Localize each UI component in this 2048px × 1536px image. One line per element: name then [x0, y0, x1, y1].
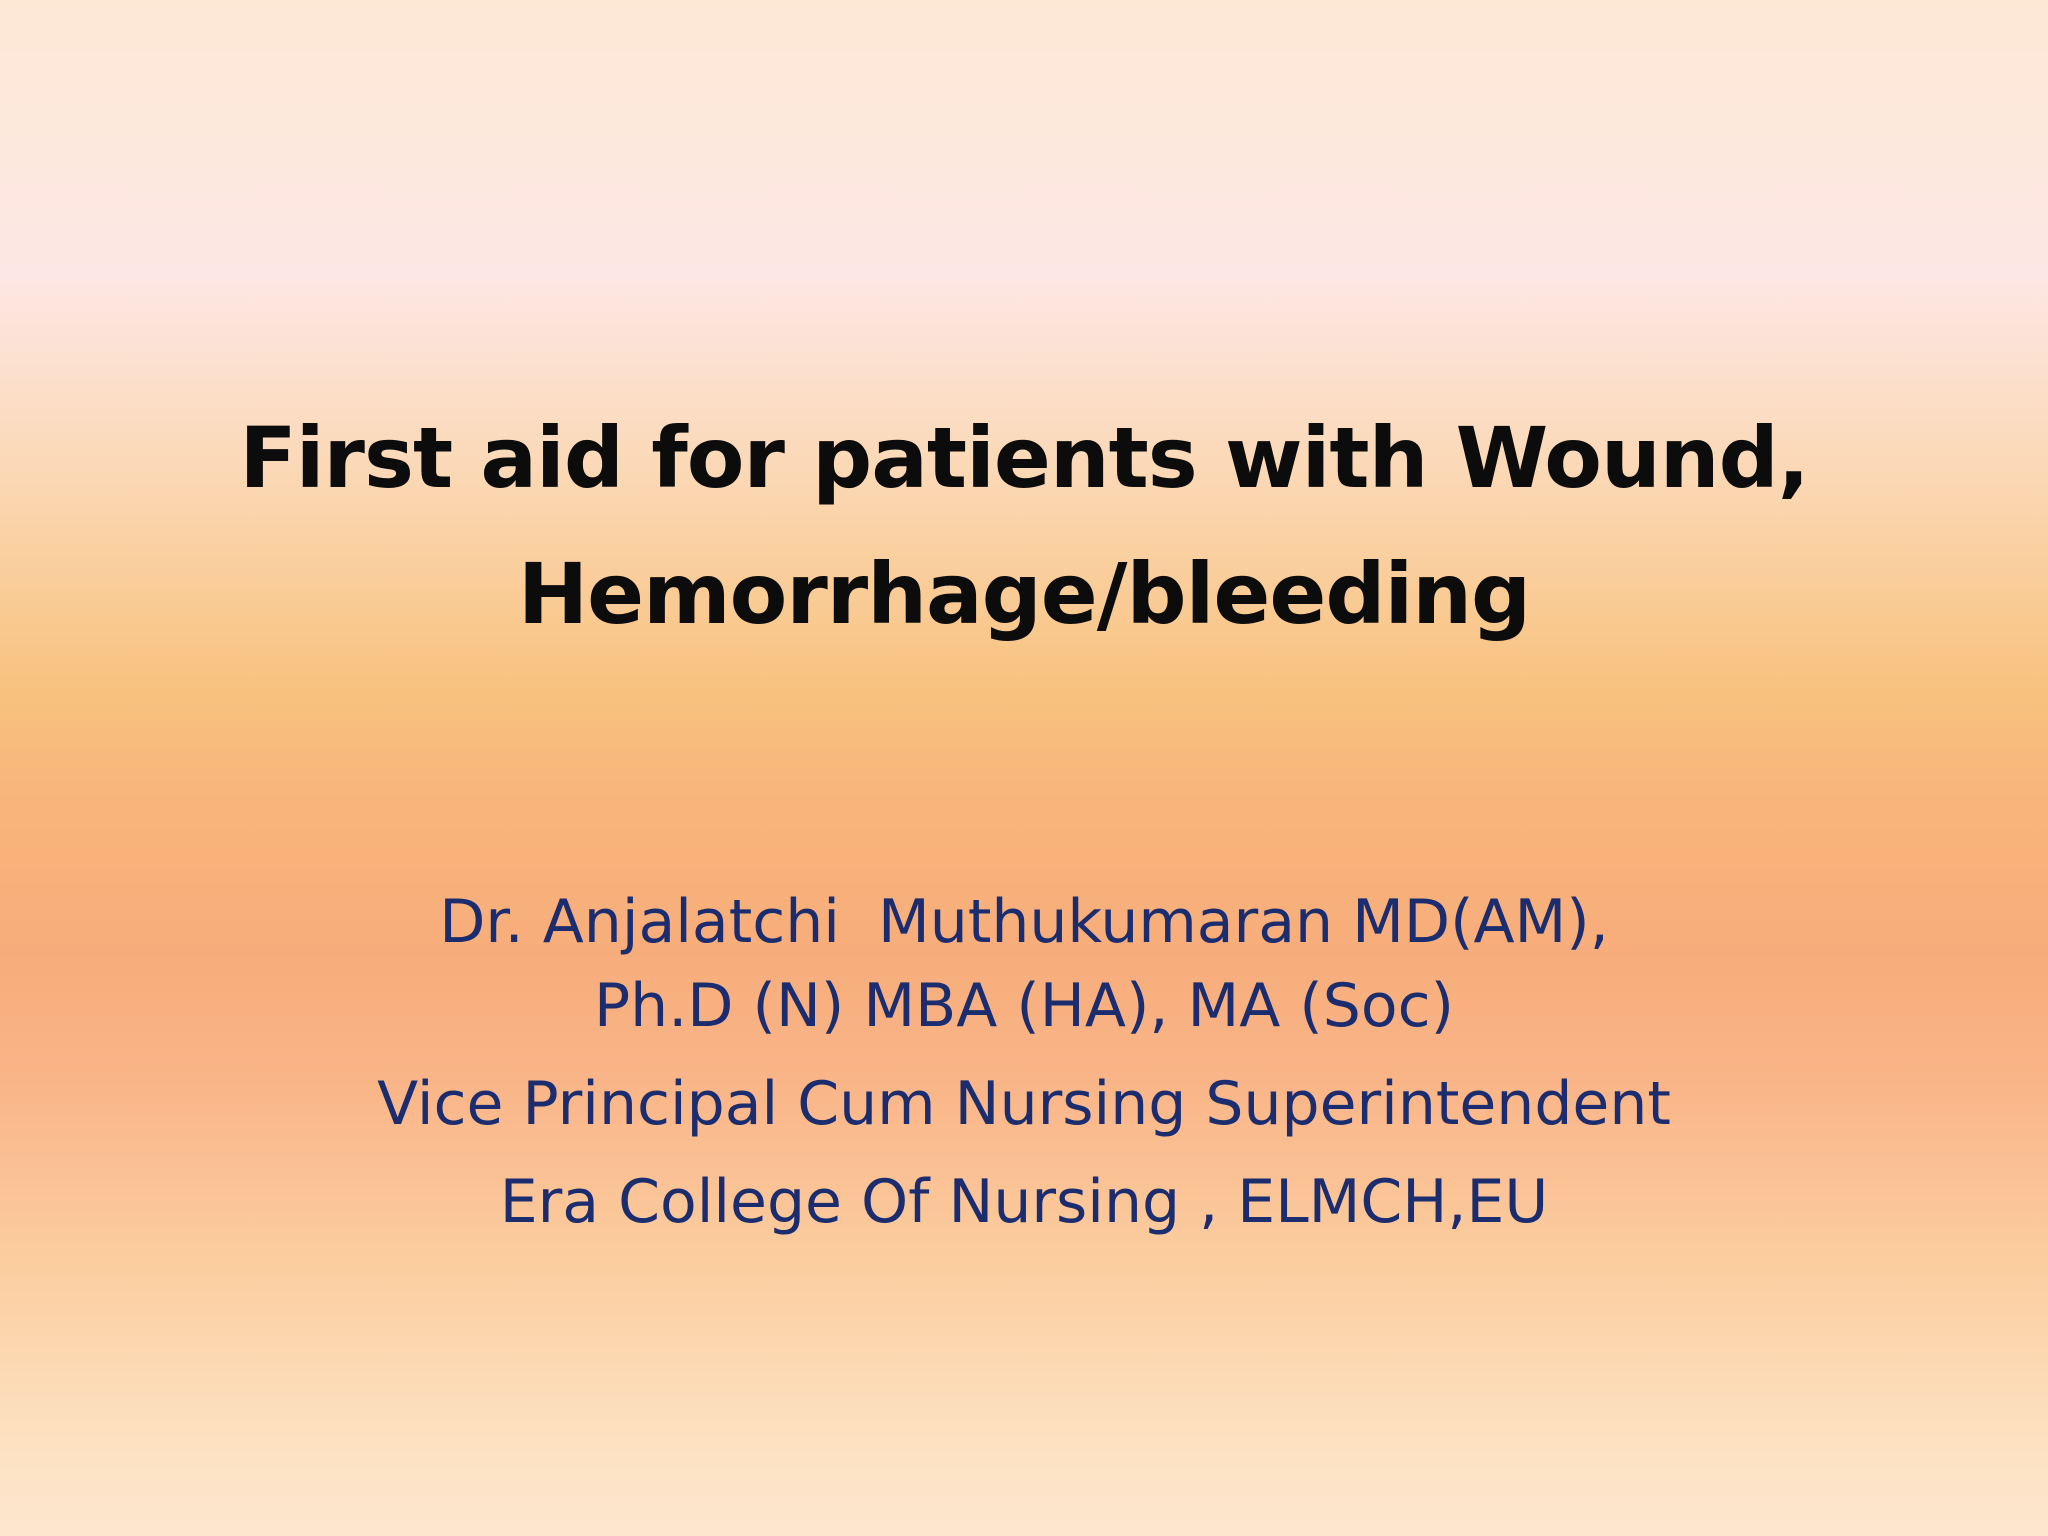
slide-subtitle [0, 880, 2048, 1244]
author-degrees-line: Ph.D (N) MBA (HA), MA (Soc) [594, 971, 1454, 1041]
author-institution: Era College Of Nursing , ELMCH,EU [499, 1167, 1549, 1237]
title-line-2: Hemorrhage/bleeding [517, 545, 1531, 643]
title-line-1: First aid for patients with Wound, [239, 409, 1809, 507]
slide-title [0, 390, 2048, 662]
author-name-line: Dr. Anjalatchi Muthukumaran MD(AM), [439, 887, 1609, 957]
author-position: Vice Principal Cum Nursing Superintendent [377, 1069, 1671, 1139]
